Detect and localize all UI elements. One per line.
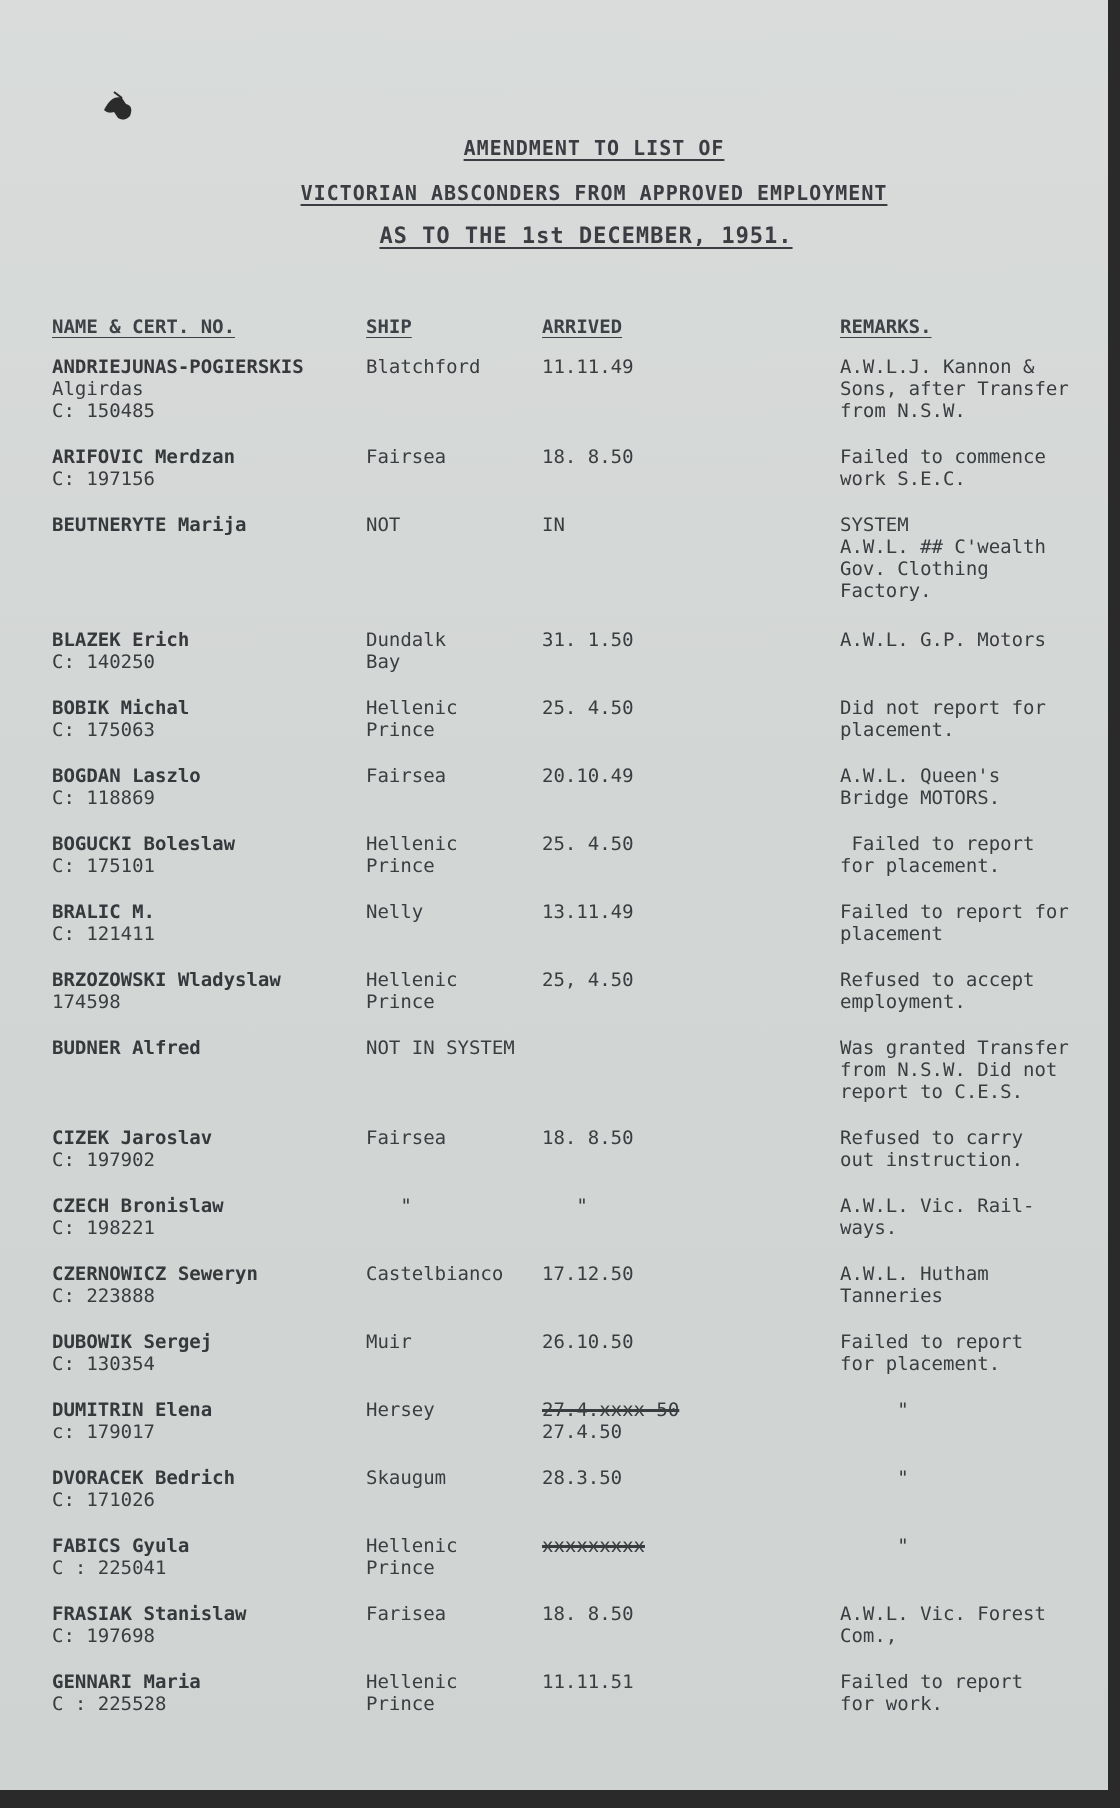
ship-cell <box>366 1467 446 1489</box>
remarks-cell <box>840 1037 1069 1103</box>
ship-cell <box>366 833 458 877</box>
name-cell <box>52 1399 212 1443</box>
name-cell-line: C: 197698 <box>52 1625 155 1647</box>
remarks-cell-line: SYSTEM <box>840 514 909 536</box>
remarks-cell-line: from N.S.W. Did not <box>840 1059 1058 1081</box>
remarks-cell <box>840 356 1069 422</box>
arrived-cell <box>542 1263 634 1285</box>
ship-cell-line: Castelbianco <box>366 1263 504 1285</box>
arrived-cell-line: 11.11.51 <box>542 1671 634 1693</box>
remarks-cell-line: A.W.L. ## C'wealth <box>840 536 1046 558</box>
arrived-cell-line: xxxxxxxxx <box>542 1535 645 1557</box>
arrived-cell-line: 17.12.50 <box>542 1263 634 1285</box>
name-cell-line: 174598 <box>52 991 121 1013</box>
column-header-ship: SHIP <box>366 316 412 338</box>
ship-cell-line: Hersey <box>366 1399 435 1421</box>
name-cell-line: BOGUCKI Boleslaw <box>52 833 236 855</box>
name-cell-line: C: 118869 <box>52 787 155 809</box>
remarks-cell-line: A.W.L. Vic. Rail- <box>840 1195 1035 1217</box>
name-cell-line: C: 175101 <box>52 855 155 877</box>
remarks-cell-line: Failed to commence <box>840 446 1046 468</box>
remarks-cell <box>840 1263 989 1307</box>
ship-cell-line: Fairsea <box>366 446 447 468</box>
remarks-cell <box>840 1195 1034 1239</box>
remarks-cell <box>840 833 1034 877</box>
remarks-cell <box>840 514 1046 602</box>
name-cell-line: FRASIAK Stanislaw <box>52 1603 247 1625</box>
remarks-cell-line: Factory. <box>840 580 932 602</box>
name-cell-line: C : 225528 <box>52 1693 167 1715</box>
ship-cell-line: Blatchford <box>366 356 481 378</box>
remarks-cell-line: Refused to accept <box>840 969 1035 991</box>
ship-cell-line: Prince <box>366 991 435 1013</box>
name-cell-line: c: 179017 <box>52 1421 155 1443</box>
ship-cell <box>366 1263 503 1285</box>
name-cell-line: C : 225041 <box>52 1557 167 1579</box>
name-cell <box>52 1037 201 1059</box>
arrived-cell-line: 28.3.50 <box>542 1467 623 1489</box>
name-cell-line: BRZOZOWSKI Wladyslaw <box>52 969 281 991</box>
arrived-cell <box>542 1671 634 1693</box>
remarks-cell <box>840 969 1034 1013</box>
ship-cell <box>366 446 446 468</box>
remarks-cell-line: for work. <box>840 1693 943 1715</box>
name-cell <box>52 446 235 490</box>
arrived-cell-line: 11.11.49 <box>542 356 634 378</box>
name-cell <box>52 1195 224 1239</box>
title-line-1: AMENDMENT TO LIST OF <box>463 136 725 160</box>
remarks-cell-line: Refused to carry <box>840 1127 1024 1149</box>
name-cell-line: BEUTNERYTE Marija <box>52 514 247 536</box>
name-cell <box>52 514 246 536</box>
ship-cell-line: Prince <box>366 1693 435 1715</box>
ship-cell <box>366 1037 515 1059</box>
title-line-3: AS TO THE 1st DECEMBER, 1951. <box>379 224 793 249</box>
ship-cell-line: Muir <box>366 1331 412 1353</box>
remarks-cell-line: Sons, after Transfer <box>840 378 1069 400</box>
arrived-cell <box>542 1399 679 1443</box>
arrived-cell <box>542 356 634 378</box>
ship-cell-line: Hellenic <box>366 969 458 991</box>
name-cell-line: BLAZEK Erich <box>52 629 190 651</box>
name-cell-line: FABICS Gyula <box>52 1535 190 1557</box>
ship-cell <box>366 969 458 1013</box>
name-cell-line: C: 175063 <box>52 719 155 741</box>
name-cell-line: C: 140250 <box>52 651 155 673</box>
remarks-cell-line: " <box>840 1467 909 1489</box>
remarks-cell <box>840 1671 1023 1715</box>
arrived-cell <box>542 765 634 787</box>
ship-cell <box>366 901 423 923</box>
remarks-cell-line: out instruction. <box>840 1149 1024 1171</box>
column-header-remarks: REMARKS. <box>840 316 932 338</box>
remarks-cell-line: for placement. <box>840 1353 1001 1375</box>
arrived-cell <box>542 446 634 468</box>
remarks-cell-line: report to C.E.S. <box>840 1081 1024 1103</box>
ship-cell-line: Fairsea <box>366 1127 447 1149</box>
name-cell-line: CIZEK Jaroslav <box>52 1127 213 1149</box>
arrived-cell-line: 25, 4.50 <box>542 969 634 991</box>
arrived-cell <box>542 1535 645 1557</box>
name-cell-line: ARIFOVIC Merdzan <box>52 446 236 468</box>
remarks-cell-line: Failed to report for <box>840 901 1069 923</box>
ship-cell-line: NOT IN SYSTEM <box>366 1037 515 1059</box>
name-cell-line: DVORACEK Bedrich <box>52 1467 236 1489</box>
arrived-cell <box>542 833 634 855</box>
title-line-2: VICTORIAN ABSCONDERS FROM APPROVED EMPLOYMENT <box>300 181 888 205</box>
arrived-cell-line: 25. 4.50 <box>542 833 634 855</box>
remarks-cell <box>840 765 1000 809</box>
ship-cell-line: Farisea <box>366 1603 447 1625</box>
column-header-name: NAME & CERT. NO. <box>52 316 236 338</box>
name-cell <box>52 629 189 673</box>
ship-cell-line: Prince <box>366 1557 435 1579</box>
remarks-cell-line: Gov. Clothing <box>840 558 989 580</box>
ship-cell <box>366 1331 412 1353</box>
ship-cell-line: Hellenic <box>366 1671 458 1693</box>
remarks-cell-line: " <box>840 1399 909 1421</box>
name-cell-line: BRALIC M. <box>52 901 155 923</box>
remarks-cell <box>840 446 1046 490</box>
remarks-cell-line: Failed to report <box>840 833 1035 855</box>
remarks-cell-line: placement <box>840 923 943 945</box>
name-cell-line: C: 171026 <box>52 1489 155 1511</box>
arrived-cell-line: 27.4.50 <box>542 1421 623 1443</box>
name-cell-line: GENNARI Maria <box>52 1671 201 1693</box>
arrived-cell-line: 18. 8.50 <box>542 1603 634 1625</box>
remarks-cell-line: A.W.L. G.P. Motors <box>840 629 1046 651</box>
name-cell <box>52 833 235 877</box>
arrived-cell <box>542 514 565 536</box>
remarks-cell-line: Com., <box>840 1625 898 1647</box>
remarks-cell-line: A.W.L.J. Kannon & <box>840 356 1035 378</box>
remarks-cell-line: Failed to report <box>840 1331 1024 1353</box>
ship-cell <box>366 765 446 787</box>
remarks-cell-line: " <box>840 1535 909 1557</box>
remarks-cell-line: Failed to report <box>840 1671 1024 1693</box>
ship-cell-line: Prince <box>366 719 435 741</box>
arrived-cell-line: 27.4.xxxx 50 <box>542 1399 680 1421</box>
arrived-cell-line: 20.10.49 <box>542 765 634 787</box>
ship-cell <box>366 1399 435 1421</box>
name-cell <box>52 1603 246 1647</box>
arrived-cell-line: 18. 8.50 <box>542 446 634 468</box>
remarks-cell <box>840 697 1046 741</box>
name-cell <box>52 765 201 809</box>
remarks-cell-line: employment. <box>840 991 966 1013</box>
remarks-cell <box>840 1331 1023 1375</box>
remarks-cell <box>840 1535 909 1557</box>
remarks-cell-line: ways. <box>840 1217 898 1239</box>
name-cell-line: CZERNOWICZ Seweryn <box>52 1263 258 1285</box>
arrived-cell-line: 31. 1.50 <box>542 629 634 651</box>
ship-cell <box>366 1195 412 1217</box>
arrived-cell <box>542 1331 634 1353</box>
name-cell <box>52 1535 189 1579</box>
remarks-cell-line: A.W.L. Vic. Forest <box>840 1603 1046 1625</box>
name-cell-line: C: 197902 <box>52 1149 155 1171</box>
ship-cell <box>366 697 458 741</box>
arrived-cell-line: 18. 8.50 <box>542 1127 634 1149</box>
arrived-cell-line: 25. 4.50 <box>542 697 634 719</box>
ship-cell <box>366 629 446 673</box>
remarks-cell-line: A.W.L. Queen's <box>840 765 1001 787</box>
arrived-cell <box>542 901 634 923</box>
remarks-cell-line: Did not report for <box>840 697 1046 719</box>
arrived-cell <box>542 629 634 651</box>
arrived-cell-line: 26.10.50 <box>542 1331 634 1353</box>
remarks-cell <box>840 1127 1023 1171</box>
remarks-cell-line: Tanneries <box>840 1285 943 1307</box>
arrived-cell <box>542 1467 622 1489</box>
ship-cell-line: Dundalk <box>366 629 447 651</box>
name-cell <box>52 697 189 741</box>
ink-blot-mark <box>100 88 154 128</box>
ship-cell-line: " <box>366 1195 412 1217</box>
name-cell <box>52 1127 212 1171</box>
name-cell-line: C: 150485 <box>52 400 155 422</box>
name-cell-line: Algirdas <box>52 378 144 400</box>
remarks-cell-line: for placement. <box>840 855 1001 877</box>
ship-cell <box>366 514 400 536</box>
ship-cell-line: Hellenic <box>366 1535 458 1557</box>
name-cell-line: C: 197156 <box>52 468 155 490</box>
arrived-cell-line: 13.11.49 <box>542 901 634 923</box>
name-cell <box>52 1331 212 1375</box>
ship-cell-line: Hellenic <box>366 833 458 855</box>
name-cell-line: BOBIK Michal <box>52 697 190 719</box>
name-cell-line: C: 130354 <box>52 1353 155 1375</box>
arrived-cell-line: " <box>542 1195 588 1217</box>
ship-cell <box>366 1127 446 1149</box>
remarks-cell-line: work S.E.C. <box>840 468 966 490</box>
name-cell-line: C: 223888 <box>52 1285 155 1307</box>
arrived-cell <box>542 1603 634 1625</box>
ship-cell-line: Nelly <box>366 901 424 923</box>
ship-cell-line: Prince <box>366 855 435 877</box>
ship-cell-line: Fairsea <box>366 765 447 787</box>
arrived-cell-line: IN <box>542 514 565 536</box>
ship-cell <box>366 1535 458 1579</box>
name-cell <box>52 1467 235 1511</box>
name-cell-line: BOGDAN Laszlo <box>52 765 201 787</box>
column-header-arrived: ARRIVED <box>542 316 623 338</box>
arrived-cell <box>542 1127 634 1149</box>
name-cell <box>52 901 155 945</box>
ship-cell-line: Hellenic <box>366 697 458 719</box>
name-cell-line: C: 198221 <box>52 1217 155 1239</box>
name-cell-line: C: 121411 <box>52 923 155 945</box>
remarks-cell-line: Was granted Transfer <box>840 1037 1069 1059</box>
ship-cell-line: NOT <box>366 514 401 536</box>
name-cell-line: DUMITRIN Elena <box>52 1399 213 1421</box>
ship-cell <box>366 356 480 378</box>
ship-cell-line: Skaugum <box>366 1467 447 1489</box>
name-cell <box>52 969 281 1013</box>
name-cell <box>52 1263 258 1307</box>
name-cell-line: CZECH Bronislaw <box>52 1195 224 1217</box>
arrived-cell <box>542 697 634 719</box>
name-cell-line: DUBOWIK Sergej <box>52 1331 213 1353</box>
remarks-cell <box>840 629 1046 651</box>
arrived-cell <box>542 1195 588 1217</box>
remarks-cell-line: placement. <box>840 719 955 741</box>
arrived-cell <box>542 969 634 991</box>
ship-cell-line: Bay <box>366 651 401 673</box>
remarks-cell-line: A.W.L. Hutham <box>840 1263 989 1285</box>
ship-cell <box>366 1603 446 1625</box>
remarks-cell <box>840 1399 909 1421</box>
remarks-cell <box>840 1603 1046 1647</box>
name-cell <box>52 1671 201 1715</box>
ship-cell <box>366 1671 458 1715</box>
name-cell-line: BUDNER Alfred <box>52 1037 201 1059</box>
name-cell-line: ANDRIEJUNAS-POGIERSKIS <box>52 356 304 378</box>
remarks-cell-line: Bridge MOTORS. <box>840 787 1001 809</box>
remarks-cell <box>840 901 1069 945</box>
remarks-cell-line: from N.S.W. <box>840 400 966 422</box>
remarks-cell <box>840 1467 909 1489</box>
name-cell <box>52 356 304 422</box>
